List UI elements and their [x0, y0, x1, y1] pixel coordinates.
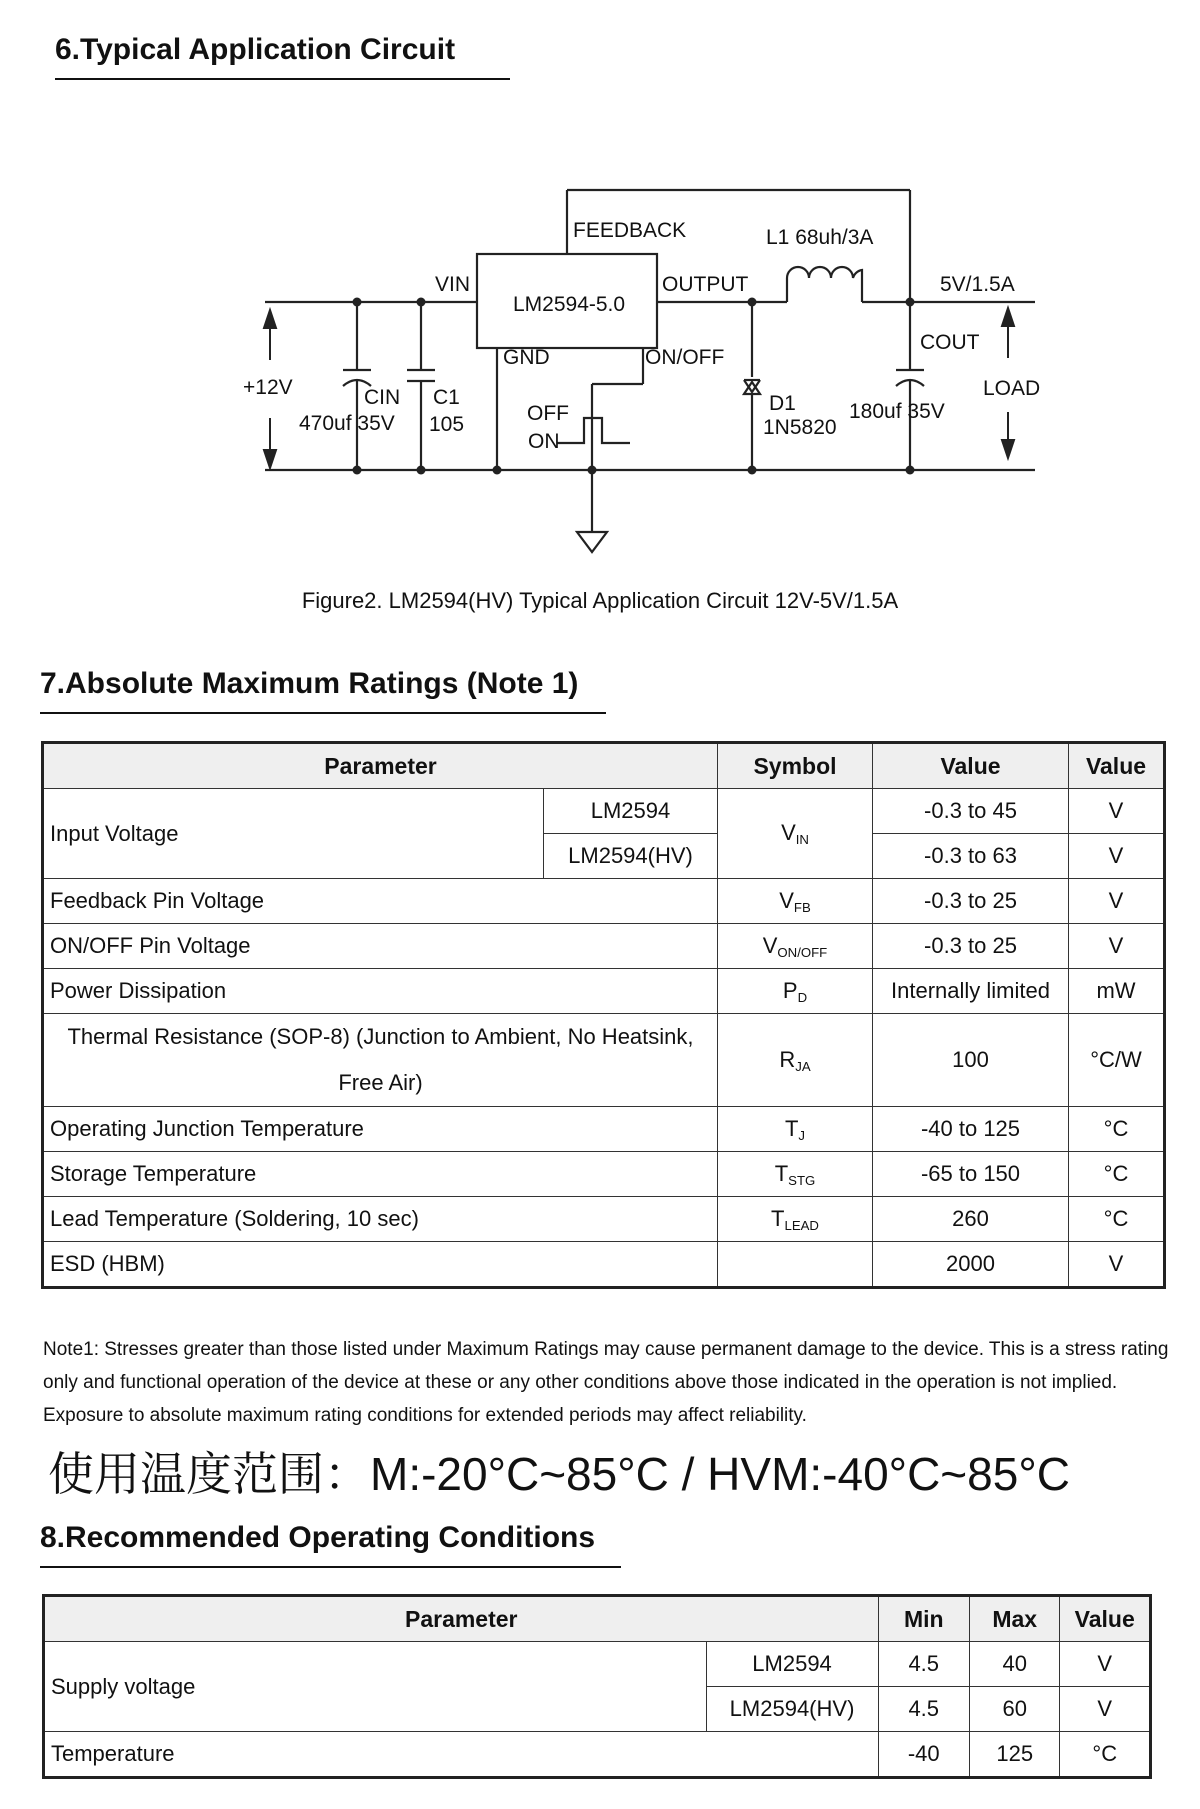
- min-cell: 4.5: [878, 1687, 969, 1732]
- value-cell: -0.3 to 63: [873, 834, 1069, 879]
- value-cell: -0.3 to 25: [873, 924, 1069, 969]
- label-onoff: ON/OFF: [645, 346, 725, 369]
- value-cell: 260: [873, 1197, 1069, 1242]
- value-cell: Internally limited: [873, 969, 1069, 1014]
- value-cell: -0.3 to 25: [873, 879, 1069, 924]
- variant-name: LM2594(HV): [706, 1687, 878, 1732]
- value-cell: 2000: [873, 1242, 1069, 1288]
- min-cell: 4.5: [878, 1642, 969, 1687]
- row-label: Storage Temperature: [43, 1152, 718, 1197]
- symbol-cell: $R_{JA}$: [718, 1014, 873, 1107]
- variant-name: LM2594(HV): [544, 834, 718, 879]
- table-row: [43, 1197, 1165, 1242]
- unit-cell: V: [1069, 879, 1165, 924]
- row-label: Thermal Resistance (SOP-8) (Junction to Ambient, No Heatsink, Free Air): [43, 1014, 718, 1107]
- table-header-row: [43, 743, 1165, 789]
- header-parameter: Parameter: [44, 1596, 879, 1642]
- header-min: Min: [878, 1596, 969, 1642]
- label-c1-value: 105: [429, 413, 465, 436]
- row-label: Power Dissipation: [43, 969, 718, 1014]
- ground-symbol: [577, 532, 607, 552]
- header-value: Value: [873, 743, 1069, 789]
- unit-cell: °C: [1069, 1152, 1165, 1197]
- row-label: Operating Junction Temperature: [43, 1107, 718, 1152]
- section-6-title: 6.Typical Application Circuit: [55, 32, 510, 80]
- label-vin: VIN: [435, 273, 471, 296]
- section-7-title: 7.Absolute Maximum Ratings (Note 1): [40, 666, 606, 714]
- table-row: [43, 924, 1165, 969]
- note-1: Note1: Stresses greater than those listed under Maximum Ratings may cause permanent damage to the device. This is a stress rating only and functional operation of the device at these or any other conditions above those indicated in the operation is not implied. Exposure to absolute maximum rating conditions for extended periods may affect reliability.: [43, 1339, 1169, 1426]
- table-row: [43, 969, 1165, 1014]
- circuit-wires: [265, 190, 1035, 552]
- header-unit: Value: [1069, 743, 1165, 789]
- table-row: [43, 1242, 1165, 1288]
- variant-name: LM2594: [544, 789, 718, 834]
- symbol-cell: $V_{FB}$: [718, 879, 873, 924]
- row-label: Supply voltage: [44, 1642, 707, 1732]
- label-plus12v: +12V: [243, 376, 293, 399]
- unit-cell: V: [1060, 1642, 1151, 1687]
- table-row: [44, 1732, 1151, 1778]
- header-symbol: Symbol: [718, 743, 873, 789]
- label-off: OFF: [527, 402, 569, 425]
- label-gnd: GND: [503, 346, 550, 369]
- label-cout-value: 180uf 35V: [849, 400, 945, 423]
- value-cell: -40 to 125: [873, 1107, 1069, 1152]
- row-label: Feedback Pin Voltage: [43, 879, 718, 924]
- unit-cell: V: [1060, 1687, 1151, 1732]
- unit-cell: mW: [1069, 969, 1165, 1014]
- label-chip: LM2594-5.0: [513, 293, 626, 316]
- table-row: [44, 1642, 1151, 1687]
- recommended-operating-conditions-table: [42, 1594, 1152, 1779]
- table-row: [43, 1014, 1165, 1107]
- inductor-coil: [787, 267, 862, 302]
- max-cell: 60: [969, 1687, 1059, 1732]
- header-max: Max: [969, 1596, 1059, 1642]
- operating-temperature-range-line: 使用温度范围：M:-20°C~85°C / HVM:-40°C~85°C: [48, 1448, 1070, 1500]
- unit-cell: V: [1069, 789, 1165, 834]
- table-row: [43, 1152, 1165, 1197]
- min-cell: -40: [878, 1732, 969, 1778]
- figure-caption: Figure2. LM2594(HV) Typical Application Circuit 12V-5V/1.5A: [301, 588, 899, 613]
- header-parameter: Parameter: [43, 743, 718, 789]
- label-on: ON: [528, 430, 560, 453]
- value-cell: 100: [873, 1014, 1069, 1107]
- unit-cell: °C: [1060, 1732, 1151, 1778]
- label-load: LOAD: [983, 377, 1041, 400]
- symbol-cell: [718, 1242, 873, 1288]
- label-d1: D1: [769, 392, 796, 415]
- label-feedback: FEEDBACK: [573, 219, 687, 242]
- header-unit: Value: [1060, 1596, 1151, 1642]
- max-cell: 125: [969, 1732, 1059, 1778]
- label-inductor: L1 68uh/3A: [766, 226, 874, 249]
- row-label: ON/OFF Pin Voltage: [43, 924, 718, 969]
- label-cout: COUT: [920, 331, 980, 354]
- table-header-row: [44, 1596, 1151, 1642]
- section-8-title: 8.Recommended Operating Conditions: [40, 1520, 621, 1568]
- symbol-cell: $T_{STG}$: [718, 1152, 873, 1197]
- value-cell: -0.3 to 45: [873, 789, 1069, 834]
- row-label: Temperature: [44, 1732, 879, 1778]
- variant-name: LM2594: [706, 1642, 878, 1687]
- row-label: ESD (HBM): [43, 1242, 718, 1288]
- label-vout: 5V/1.5A: [940, 273, 1015, 296]
- symbol-cell: $T_{LEAD}$: [718, 1197, 873, 1242]
- label-cin-value: 470uf 35V: [299, 412, 395, 435]
- row-label: Input Voltage: [43, 789, 544, 879]
- unit-cell: V: [1069, 834, 1165, 879]
- label-d1-part: 1N5820: [763, 416, 837, 439]
- label-output: OUTPUT: [662, 273, 749, 296]
- max-cell: 40: [969, 1642, 1059, 1687]
- unit-cell: °C/W: [1069, 1014, 1165, 1107]
- label-c1: C1: [433, 386, 460, 409]
- symbol-cell: $V_{IN}$: [718, 789, 873, 879]
- symbol-cell: $V_{ON/OFF}$: [718, 924, 873, 969]
- table-row: [43, 789, 1165, 834]
- absolute-max-ratings-table: [41, 741, 1166, 1289]
- table-row: [43, 1107, 1165, 1152]
- table-row: [43, 879, 1165, 924]
- unit-cell: V: [1069, 924, 1165, 969]
- unit-cell: °C: [1069, 1197, 1165, 1242]
- row-label: Lead Temperature (Soldering, 10 sec): [43, 1197, 718, 1242]
- symbol-cell: $P_D$: [718, 969, 873, 1014]
- value-cell: -65 to 150: [873, 1152, 1069, 1197]
- symbol-cell: $T_J$: [718, 1107, 873, 1152]
- unit-cell: °C: [1069, 1107, 1165, 1152]
- application-circuit-diagram: [0, 160, 1200, 560]
- unit-cell: V: [1069, 1242, 1165, 1288]
- label-cin: CIN: [364, 386, 401, 409]
